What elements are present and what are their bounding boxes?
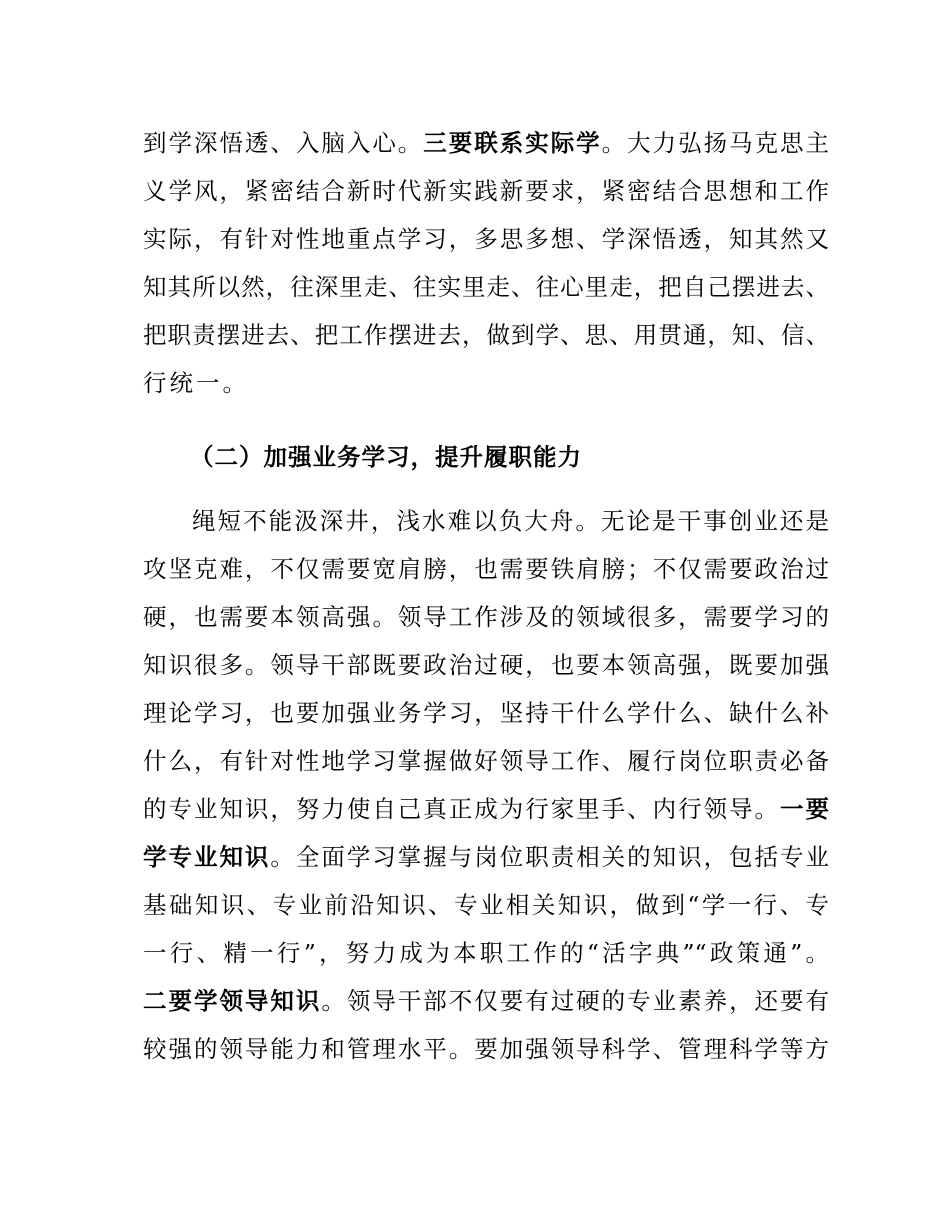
paragraph-line: 什么，有针对性地学习掌握做好领导工作、履行岗位职责必备 <box>143 747 829 775</box>
bold-run: 二要学领导知识 <box>143 987 322 1015</box>
paragraph-line <box>143 794 829 824</box>
paragraph-line: 基础知识、专业前沿知识、专业相关知识，做到“学一行、专 <box>143 891 829 919</box>
text-run: 。全面学习掌握与岗位职责相关的知识，包括专业 <box>270 843 830 871</box>
paragraph-line: 理论学习，也要加强业务学习，坚持干什么学什么、缺什么补 <box>143 699 829 727</box>
paragraph-line: 攻坚克难，不仅需要宽肩膀，也需要铁肩膀；不仅需要政治过 <box>143 555 829 583</box>
text-run: 的专业知识，努力使自己真正成为行家里手、内行领导。 <box>143 795 781 823</box>
text-run: 。领导干部不仅要有过硬的专业素养，还要有 <box>321 987 830 1015</box>
bold-run: 学专业知识 <box>143 843 271 871</box>
paragraph-line <box>143 986 829 1016</box>
text-run: 到学深悟透、入脑入心。 <box>143 129 424 157</box>
paragraph-line: 行统一。 <box>143 369 249 397</box>
paragraph-line: 知识很多。领导干部既要政治过硬，也要本领高强，既要加强 <box>143 651 829 679</box>
paragraph-line: 知其所以然，往深里走、往实里走、往心里走，把自己摆进去、 <box>143 273 829 301</box>
paragraph-line <box>143 128 829 158</box>
bold-run: 一要 <box>780 795 830 823</box>
paragraph-line: 把职责摆进去、把工作摆进去，做到学、思、用贯通，知、信、 <box>143 321 829 349</box>
paragraph-line <box>143 842 829 872</box>
text-run: 。大力弘扬马克思主 <box>601 129 830 157</box>
paragraph-line: 实际，有针对性地重点学习，多思多想、学深悟透，知其然又 <box>143 225 829 253</box>
paragraph-line: 较强的领导能力和管理水平。要加强领导科学、管理科学等方 <box>143 1035 829 1063</box>
paragraph-line: 绳短不能汲深井，浅水难以负大舟。无论是干事创业还是 <box>192 507 829 535</box>
section-heading: （二）加强业务学习，提升履职能力 <box>190 443 582 471</box>
paragraph-line: 一行、精一行”，努力成为本职工作的“活字典”“政策通”。 <box>143 939 829 967</box>
paragraph-line: 义学风，紧密结合新时代新实践新要求，紧密结合思想和工作 <box>143 177 829 205</box>
paragraph-line: 硬，也需要本领高强。领导工作涉及的领域很多，需要学习的 <box>143 603 829 631</box>
bold-run: 三要联系实际学 <box>423 129 602 157</box>
